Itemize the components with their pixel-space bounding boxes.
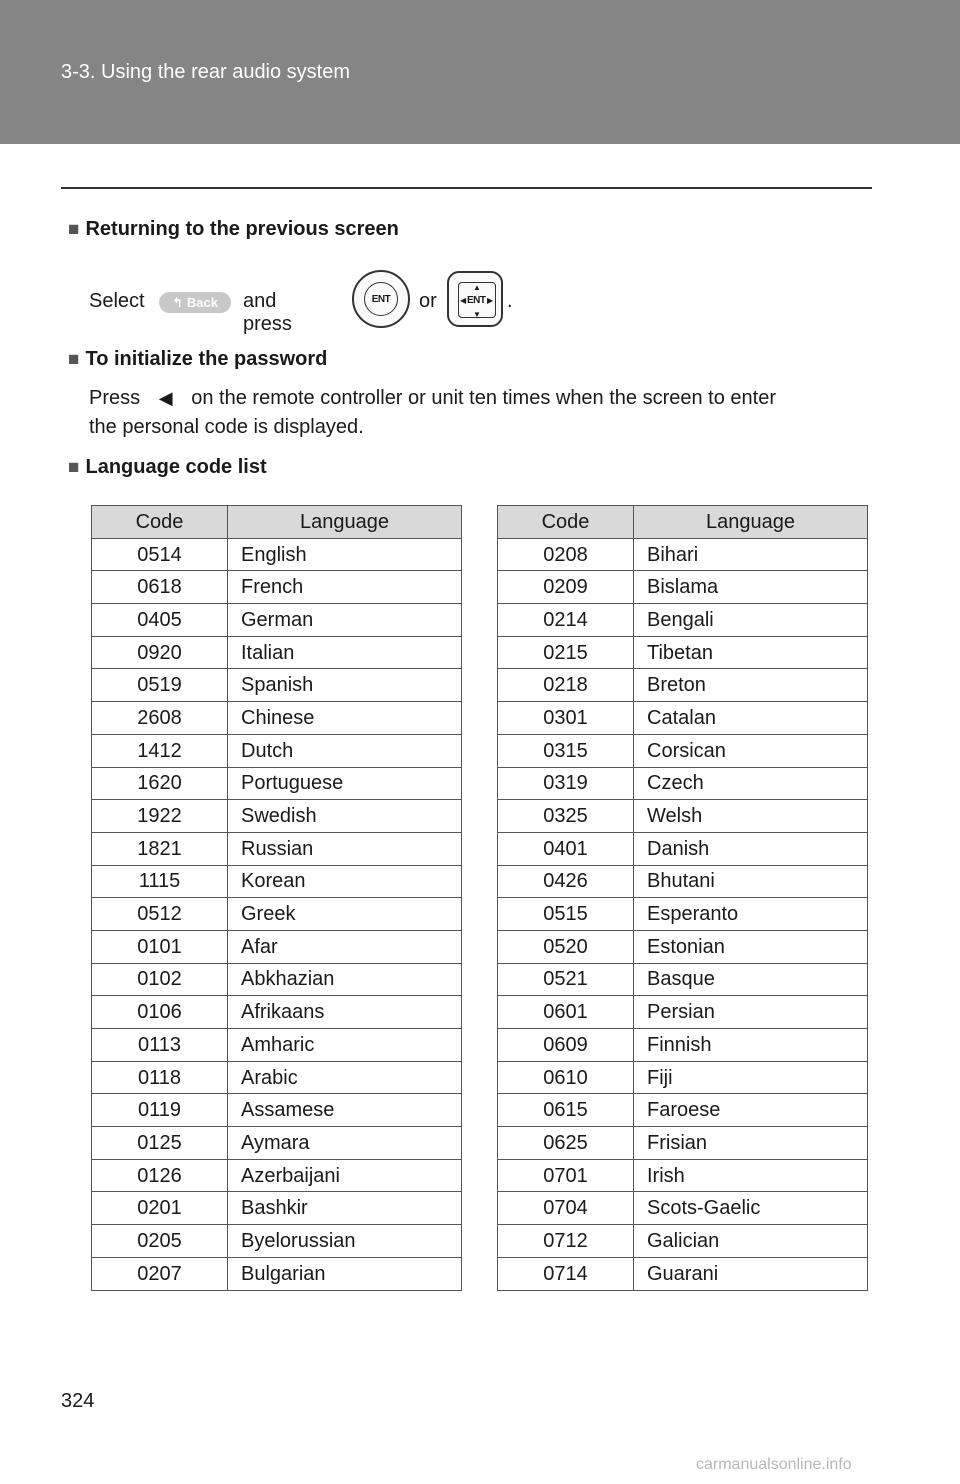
language-code-cell: 0119 — [92, 1094, 228, 1127]
text-period: . — [507, 290, 513, 312]
language-code-cell: 0426 — [498, 865, 634, 898]
language-name-cell: Corsican — [634, 734, 868, 767]
language-code-cell: 1115 — [92, 865, 228, 898]
table-row — [92, 604, 462, 637]
language-code-cell: 0520 — [498, 930, 634, 963]
language-name-cell: Fiji — [634, 1061, 868, 1094]
language-name-cell: Irish — [634, 1159, 868, 1192]
table-row — [92, 1159, 462, 1192]
table-row — [498, 1192, 868, 1225]
heading-returning-text: Returning to the previous screen — [85, 218, 399, 240]
header-band — [0, 0, 960, 144]
language-code-cell: 0401 — [498, 832, 634, 865]
language-code-cell: 1821 — [92, 832, 228, 865]
table-row — [92, 538, 462, 571]
language-name-cell: Welsh — [634, 800, 868, 833]
table-row — [498, 930, 868, 963]
pad-up-arrow-icon: ▲ — [473, 283, 481, 292]
language-name-cell: Galician — [634, 1225, 868, 1258]
pad-right-arrow-icon: ▶ — [487, 296, 494, 305]
back-arrow-icon: ↰ — [172, 294, 183, 310]
bullet-square-icon: ■ — [68, 219, 80, 240]
language-name-cell: Catalan — [634, 702, 868, 735]
language-name-cell: Danish — [634, 832, 868, 865]
language-code-cell: 0704 — [498, 1192, 634, 1225]
page-number: 324 — [61, 1390, 95, 1412]
back-button[interactable] — [159, 292, 231, 313]
column-header-language: Language — [634, 506, 868, 539]
language-code-cell: 0126 — [92, 1159, 228, 1192]
table-row — [92, 1257, 462, 1290]
language-table-left — [91, 505, 462, 1291]
table-row — [92, 800, 462, 833]
table-row — [498, 1061, 868, 1094]
table-row — [498, 1159, 868, 1192]
language-code-cell: 0118 — [92, 1061, 228, 1094]
language-code-cell: 0514 — [92, 538, 228, 571]
language-code-cell: 0106 — [92, 996, 228, 1029]
language-code-cell: 0920 — [92, 636, 228, 669]
language-code-cell: 2608 — [92, 702, 228, 735]
initialize-text-rest: on the remote controller or unit ten times when the screen to enter — [191, 387, 777, 409]
language-code-cell: 0101 — [92, 930, 228, 963]
table-row — [498, 636, 868, 669]
table-row — [498, 1127, 868, 1160]
pad-down-arrow-icon: ▼ — [473, 310, 481, 319]
table-row — [498, 1257, 868, 1290]
table-row — [92, 636, 462, 669]
table-row — [92, 930, 462, 963]
heading-returning — [68, 217, 399, 242]
language-code-cell: 0625 — [498, 1127, 634, 1160]
text-select: Select — [89, 290, 145, 312]
language-name-cell: Czech — [634, 767, 868, 800]
table-row — [92, 898, 462, 931]
language-name-cell: Bihari — [634, 538, 868, 571]
language-code-cell: 0319 — [498, 767, 634, 800]
language-code-cell: 0601 — [498, 996, 634, 1029]
divider — [61, 187, 872, 189]
language-code-cell: 0215 — [498, 636, 634, 669]
language-name-cell: Guarani — [634, 1257, 868, 1290]
table-row — [498, 996, 868, 1029]
language-name-cell: Scots-Gaelic — [634, 1192, 868, 1225]
table-row — [92, 702, 462, 735]
language-name-cell: Arabic — [228, 1061, 462, 1094]
table-row — [92, 832, 462, 865]
language-name-cell: Bengali — [634, 604, 868, 637]
language-code-cell: 0521 — [498, 963, 634, 996]
language-name-cell: English — [228, 538, 462, 571]
back-button-label: Back — [186, 295, 218, 310]
pad-ent-label: ENT — [467, 295, 486, 306]
language-code-cell: 0125 — [92, 1127, 228, 1160]
table-row — [92, 1029, 462, 1062]
language-code-cell: 0205 — [92, 1225, 228, 1258]
initialize-line-1 — [89, 384, 776, 413]
language-code-cell: 0208 — [498, 538, 634, 571]
language-code-cell: 1620 — [92, 767, 228, 800]
language-name-cell: Amharic — [228, 1029, 462, 1062]
language-name-cell: Swedish — [228, 800, 462, 833]
table-row — [92, 1192, 462, 1225]
language-name-cell: Italian — [228, 636, 462, 669]
table-row — [498, 669, 868, 702]
language-name-cell: Bislama — [634, 571, 868, 604]
heading-language-text: Language code list — [85, 456, 267, 478]
table-row — [498, 963, 868, 996]
table-row — [92, 996, 462, 1029]
table-row — [498, 1094, 868, 1127]
language-code-cell: 0325 — [498, 800, 634, 833]
language-name-cell: Assamese — [228, 1094, 462, 1127]
bullet-square-icon: ■ — [68, 349, 80, 370]
table-row — [498, 604, 868, 637]
language-name-cell: Aymara — [228, 1127, 462, 1160]
table-row — [92, 734, 462, 767]
language-code-cell: 0519 — [92, 669, 228, 702]
language-name-cell: Frisian — [634, 1127, 868, 1160]
language-code-cell: 0712 — [498, 1225, 634, 1258]
ent-knob-icon — [352, 270, 410, 328]
table-row — [92, 1225, 462, 1258]
language-code-cell: 0609 — [498, 1029, 634, 1062]
table-row — [498, 734, 868, 767]
language-name-cell: Afrikaans — [228, 996, 462, 1029]
ent-pad-icon — [447, 271, 503, 327]
table-row — [498, 898, 868, 931]
table-row — [92, 571, 462, 604]
table-row — [92, 1094, 462, 1127]
language-name-cell: Dutch — [228, 734, 462, 767]
language-code-cell: 0515 — [498, 898, 634, 931]
table-row — [498, 832, 868, 865]
language-name-cell: Afar — [228, 930, 462, 963]
language-name-cell: Esperanto — [634, 898, 868, 931]
language-code-cell: 1922 — [92, 800, 228, 833]
text-and-press: and press — [243, 290, 292, 335]
heading-language — [68, 455, 267, 480]
column-header-code: Code — [498, 506, 634, 539]
language-name-cell: Azerbaijani — [228, 1159, 462, 1192]
column-header-language: Language — [228, 506, 462, 539]
table-header-row — [498, 506, 868, 539]
table-row — [498, 1225, 868, 1258]
table-row — [498, 571, 868, 604]
left-arrow-icon: ◀ — [158, 388, 173, 408]
language-name-cell: Finnish — [634, 1029, 868, 1062]
table-row — [92, 767, 462, 800]
language-code-cell: 0209 — [498, 571, 634, 604]
language-name-cell: Tibetan — [634, 636, 868, 669]
table-row — [498, 1029, 868, 1062]
table-row — [498, 702, 868, 735]
language-name-cell: Estonian — [634, 930, 868, 963]
language-code-cell: 0214 — [498, 604, 634, 637]
language-name-cell: Chinese — [228, 702, 462, 735]
bullet-square-icon: ■ — [68, 457, 80, 478]
language-name-cell: French — [228, 571, 462, 604]
language-code-cell: 0615 — [498, 1094, 634, 1127]
section-title: 3-3. Using the rear audio system — [61, 61, 351, 83]
language-code-cell: 0113 — [92, 1029, 228, 1062]
language-name-cell: Bhutani — [634, 865, 868, 898]
ent-knob-label: ENT — [364, 282, 398, 316]
table-header-row — [92, 506, 462, 539]
language-code-cell: 0512 — [92, 898, 228, 931]
table-row — [92, 1061, 462, 1094]
language-name-cell: German — [228, 604, 462, 637]
language-code-cell: 0610 — [498, 1061, 634, 1094]
table-row — [92, 963, 462, 996]
language-code-cell: 0618 — [92, 571, 228, 604]
language-code-cell: 0201 — [92, 1192, 228, 1225]
language-code-cell: 0102 — [92, 963, 228, 996]
language-code-cell: 0315 — [498, 734, 634, 767]
watermark: carmanualsonline.info — [696, 1456, 852, 1473]
table-row — [92, 669, 462, 702]
language-name-cell: Portuguese — [228, 767, 462, 800]
table-row — [92, 865, 462, 898]
language-name-cell: Bulgarian — [228, 1257, 462, 1290]
table-row — [498, 538, 868, 571]
language-name-cell: Greek — [228, 898, 462, 931]
language-code-cell: 0218 — [498, 669, 634, 702]
language-name-cell: Korean — [228, 865, 462, 898]
language-code-cell: 0301 — [498, 702, 634, 735]
language-code-cell: 0701 — [498, 1159, 634, 1192]
language-table-right — [497, 505, 868, 1291]
language-name-cell: Abkhazian — [228, 963, 462, 996]
language-code-cell: 0714 — [498, 1257, 634, 1290]
language-name-cell: Spanish — [228, 669, 462, 702]
table-row — [498, 800, 868, 833]
table-row — [498, 767, 868, 800]
table-row — [498, 865, 868, 898]
pad-left-arrow-icon: ◀ — [460, 296, 467, 305]
language-code-cell: 0207 — [92, 1257, 228, 1290]
language-code-cell: 1412 — [92, 734, 228, 767]
table-row — [92, 1127, 462, 1160]
language-name-cell: Breton — [634, 669, 868, 702]
heading-initialize — [68, 347, 327, 372]
initialize-line-2: the personal code is displayed. — [89, 416, 364, 438]
heading-initialize-text: To initialize the password — [85, 348, 328, 370]
language-name-cell: Russian — [228, 832, 462, 865]
language-name-cell: Faroese — [634, 1094, 868, 1127]
language-name-cell: Basque — [634, 963, 868, 996]
language-name-cell: Bashkir — [228, 1192, 462, 1225]
language-name-cell: Byelorussian — [228, 1225, 462, 1258]
column-header-code: Code — [92, 506, 228, 539]
language-code-cell: 0405 — [92, 604, 228, 637]
language-name-cell: Persian — [634, 996, 868, 1029]
text-press: Press — [89, 387, 141, 409]
text-or: or — [419, 290, 437, 312]
